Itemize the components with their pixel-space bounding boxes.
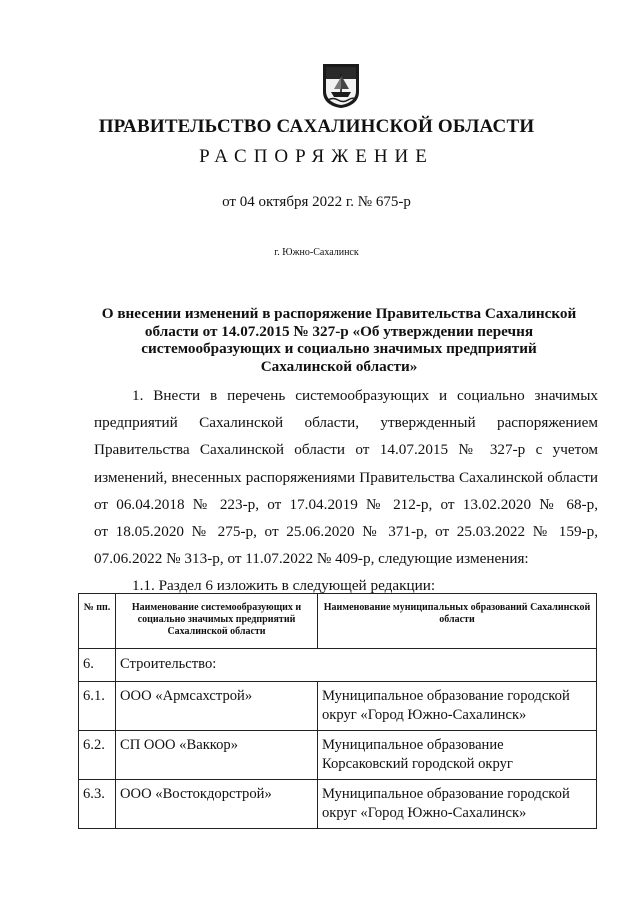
table-group-row [79, 649, 597, 682]
header-cell-enterprise: Наименование системообразующих и социально значимых предприятий Сахалинской области [116, 594, 318, 649]
document-city: г. Южно-Сахалинск [274, 247, 359, 258]
enterprises-table [78, 593, 597, 829]
body-line: изменений, внесенных распоряжениями Правительства Сахалинской области [94, 468, 598, 486]
row-municipality: Муниципальное образование городской округ «Город Южно-Сахалинск» [318, 780, 597, 829]
body-line: 1. Внести в перечень системообразующих и социально значимых [132, 387, 598, 404]
row-number: 6.2. [79, 731, 116, 780]
body-line: от 06.04.2018 № 223-р, от 17.04.2019 № 212-р, от 13.02.2020 № 68-р, [94, 495, 598, 513]
document-body [94, 382, 598, 600]
heading-line: системообразующих и социально значимых предприятий [141, 340, 537, 357]
row-company: СП ООО «Ваккор» [116, 731, 318, 780]
table-row [79, 780, 597, 829]
table-row [79, 682, 597, 731]
document-heading [96, 305, 582, 375]
header-cell-number: № пп. [79, 594, 116, 649]
body-line: предприятий Сахалинской области, утвержденный распоряжением [94, 414, 598, 432]
row-number: 6.1. [79, 682, 116, 731]
group-name: Строительство: [116, 649, 597, 682]
table-row [79, 731, 597, 780]
row-municipality: Муниципальное образование городской округ «Город Южно-Сахалинск» [318, 682, 597, 731]
body-line: от 18.05.2020 № 275-р, от 25.06.2020 № 371-р, от 25.03.2022 № 159-р, [94, 523, 598, 541]
body-line: Правительства Сахалинской области от 14.07.2015 № 327-р с учетом [94, 441, 598, 459]
body-line: 1.1. Раздел 6 изложить в следующей редакции: [132, 577, 436, 595]
row-company: ООО «Армсахстрой» [116, 682, 318, 731]
heading-line: Сахалинской области» [260, 357, 418, 375]
sakhalin-coat-of-arms-emblem [321, 62, 361, 109]
heading-line: О внесении изменений в распоряжение Правительства Сахалинской [101, 305, 577, 322]
table-header-row [79, 594, 597, 649]
document-type: РАСПОРЯЖЕНИЕ [199, 146, 434, 167]
body-line: 07.06.2022 № 313-р, от 11.07.2022 № 409-р, следующие изменения: [94, 550, 529, 568]
row-number: 6.3. [79, 780, 116, 829]
heading-line: области от 14.07.2015 № 327-р «Об утверждении перечня [144, 322, 534, 340]
header-cell-municipality: Наименование муниципальных образований Сахалинской области [318, 594, 597, 649]
row-municipality: Муниципальное образование Корсаковский городской округ [318, 731, 597, 780]
government-name: ПРАВИТЕЛЬСТВО САХАЛИНСКОЙ ОБЛАСТИ [98, 116, 535, 137]
group-number: 6. [79, 649, 116, 682]
document-date-number: от 04 октября 2022 г. № 675-р [222, 194, 411, 210]
row-company: ООО «Востокдорстрой» [116, 780, 318, 829]
